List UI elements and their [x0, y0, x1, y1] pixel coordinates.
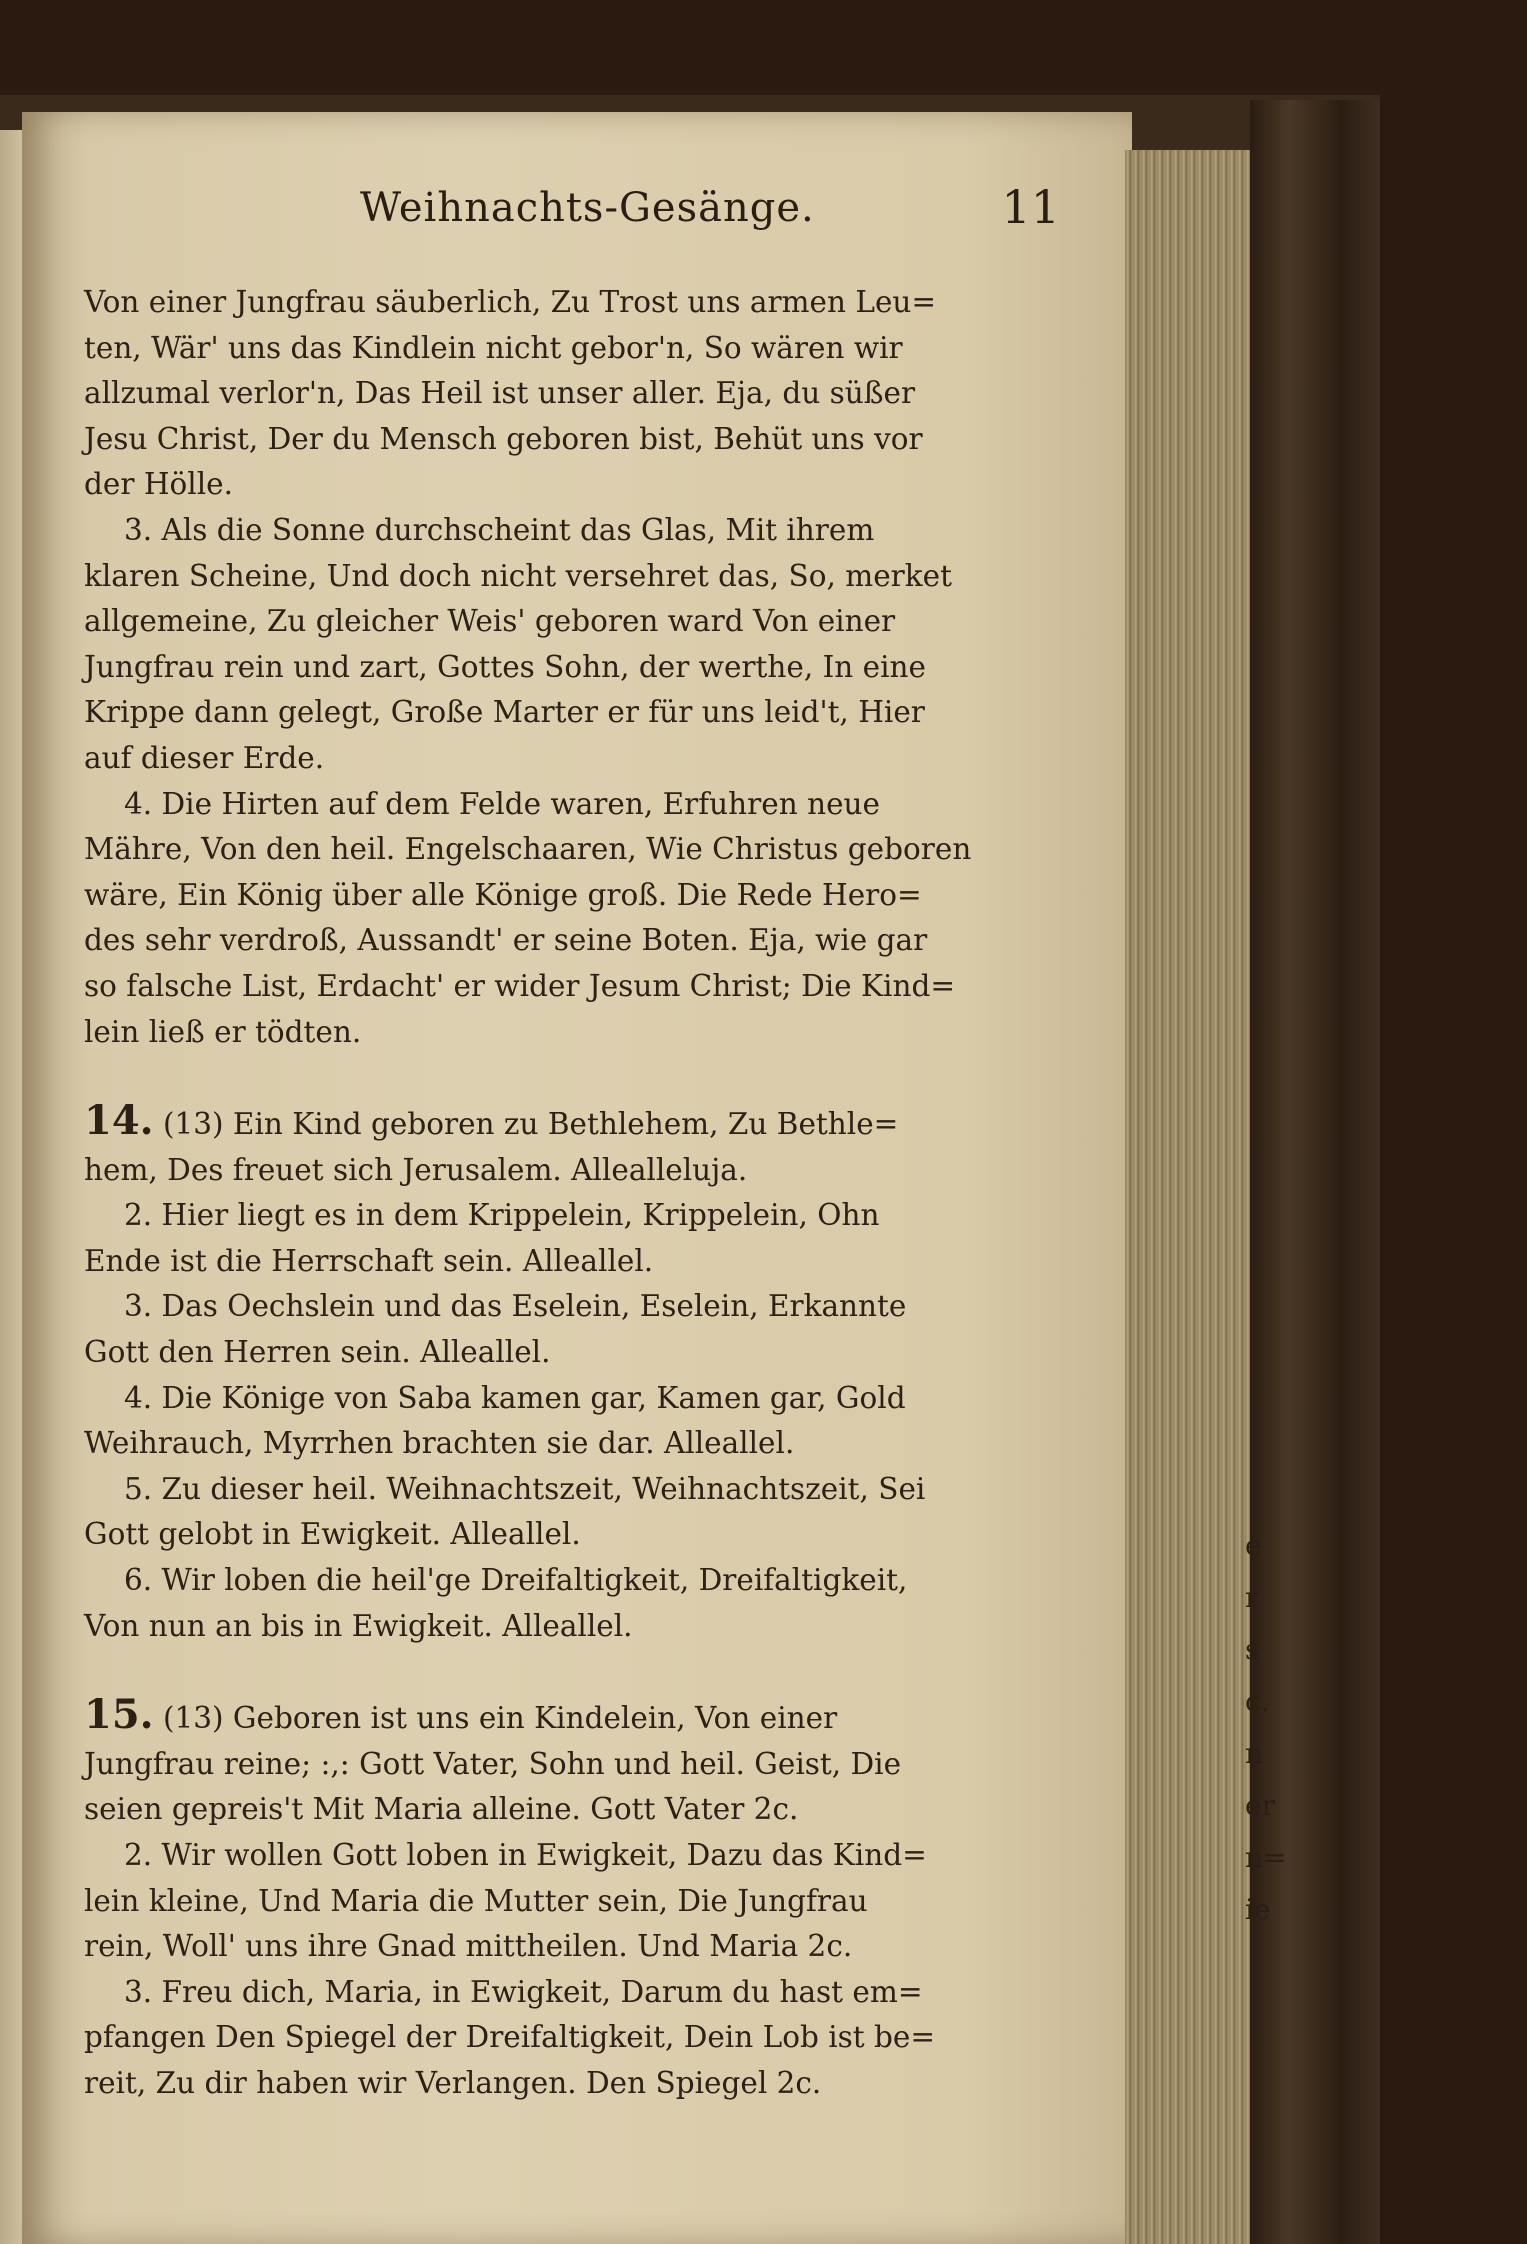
text-line: allzumal verlor'n, Das Heil ist unser aller. Eja, du süßer [84, 376, 916, 411]
text-line: rein, Woll' uns ihre Gnad mittheilen. Und Maria 2c. [84, 1929, 853, 1964]
text-line: Gott gelobt in Ewigkeit. Alleallel. [84, 1517, 581, 1552]
fragment-line: ie [1245, 1893, 1271, 1926]
text-line: Jungfrau rein und zart, Gottes Sohn, der werthe, In eine [84, 649, 926, 684]
text-line: lein kleine, Und Maria die Mutter sein, Die Jungfrau [84, 1883, 868, 1918]
text-line: reit, Zu dir haben wir Verlangen. Den Spiegel 2c. [84, 2065, 822, 2100]
text-line: 3. Das Oechslein und das Eselein, Eselein, Erkannte [124, 1289, 907, 1324]
text-line: (13) Geboren ist uns ein Kindelein, Von einer [162, 1701, 838, 1736]
text-line: wäre, Ein König über alle Könige groß. Die Rede Hero= [84, 877, 922, 912]
text-line: seien gepreis't Mit Maria alleine. Gott Vater 2c. [84, 1792, 799, 1827]
page-text [84, 280, 1059, 2107]
text-line: Krippe dann gelegt, Große Marter er für uns leid't, Hier [84, 695, 925, 730]
text-line: 3. Freu dich, Maria, in Ewigkeit, Darum du hast em= [124, 1974, 923, 2009]
text-line: Jesu Christ, Der du Mensch geboren bist, Behüt uns vor [84, 421, 923, 456]
fragment-line: er [1245, 1789, 1275, 1822]
text-line: 4. Die Hirten auf dem Felde waren, Erfuhren neue [124, 786, 880, 821]
next-page-fragment [1245, 1520, 1295, 1940]
fragment-line: n [1245, 1737, 1264, 1770]
text-line: der Hölle. [84, 467, 234, 502]
text-line: des sehr verdroß, Aussandt' er seine Boten. Eja, wie gar [84, 923, 928, 958]
text-line: 4. Die Könige von Saba kamen gar, Kamen gar, Gold [124, 1380, 906, 1415]
text-line: so falsche List, Erdacht' er wider Jesum Christ; Die Kind= [84, 968, 956, 1003]
fragment-line: c. [1245, 1685, 1270, 1718]
hymn-number: 14. [84, 1097, 154, 1145]
page-number: 11 [1001, 180, 1060, 234]
text-line: Von nun an bis in Ewigkeit. Alleallel. [84, 1608, 633, 1643]
text-line: Mähre, Von den heil. Engelschaaren, Wie Christus geboren [84, 832, 972, 867]
text-line: 2. Wir wollen Gott loben in Ewigkeit, Dazu das Kind= [124, 1838, 927, 1872]
running-title: Weihnachts-Gesänge. [360, 185, 815, 231]
page-header [360, 180, 1060, 245]
text-line: hem, Des freuet sich Jerusalem. Allealleluja. [84, 1152, 748, 1187]
text-line: lein ließ er tödten. [84, 1014, 362, 1049]
text-line: Von einer Jungfrau säuberlich, Zu Trost uns armen Leu= [84, 285, 937, 319]
hymn-number: 15. [84, 1691, 154, 1739]
text-line: ten, Wär' uns das Kindlein nicht gebor'n, So wären wir [84, 330, 903, 365]
text-line: auf dieser Erde. [84, 740, 325, 775]
hymn-14-first-line [84, 1098, 1059, 1148]
text-line: Jungfrau reine; :,: Gott Vater, Sohn und heil. Geist, Die [84, 1746, 902, 1781]
hymn-15-first-line [84, 1692, 1059, 1742]
fragment-line: s [1245, 1633, 1260, 1666]
text-line: pfangen Den Spiegel der Dreifaltigkeit, Dein Lob ist be= [84, 2020, 936, 2055]
text-line: allgemeine, Zu gleicher Weis' geboren ward Von einer [84, 604, 896, 639]
text-line: Gott den Herren sein. Alleallel. [84, 1335, 551, 1370]
text-line: (13) Ein Kind geboren zu Bethlehem, Zu Bethle= [162, 1107, 899, 1142]
page-edges [1125, 150, 1250, 2244]
fragment-line: r [1245, 1581, 1259, 1614]
fragment-line: n= [1245, 1841, 1287, 1874]
fragment-line: e [1245, 1529, 1262, 1562]
text-line: 6. Wir loben die heil'ge Dreifaltigkeit, Dreifaltigkeit, [124, 1563, 908, 1598]
text-line: 2. Hier liegt es in dem Krippelein, Krippelein, Ohn [124, 1198, 880, 1233]
text-line: klaren Scheine, Und doch nicht versehret das, So, merket [84, 558, 952, 593]
text-line: 5. Zu dieser heil. Weihnachtszeit, Weihnachtszeit, Sei [124, 1471, 926, 1506]
text-line: 3. Als die Sonne durchscheint das Glas, Mit ihrem [124, 512, 875, 547]
text-line: Weihrauch, Myrrhen brachten sie dar. Alleallel. [84, 1426, 795, 1461]
text-line: Ende ist die Herrschaft sein. Alleallel. [84, 1243, 654, 1278]
